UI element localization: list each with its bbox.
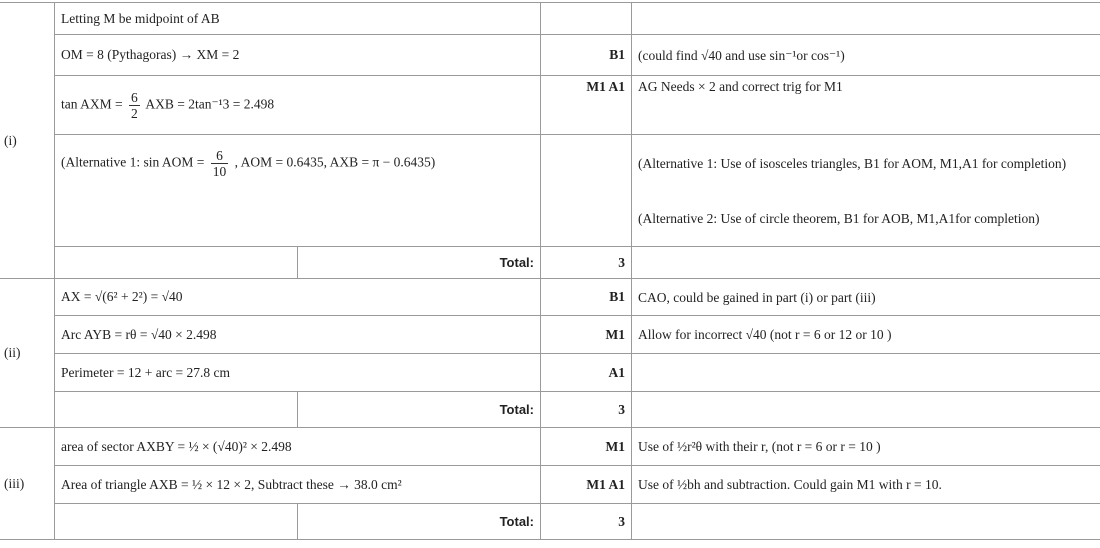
- mark-cell: B1: [541, 279, 632, 316]
- working-cell: area of sector AXBY = ½ × (√40)² × 2.498: [55, 428, 541, 466]
- working-cell: [55, 392, 298, 428]
- mark-cell: M1: [541, 428, 632, 466]
- mark-cell: [541, 3, 632, 35]
- fraction: [211, 148, 229, 179]
- guidance-cell: AG Needs × 2 and correct trig for M1: [632, 76, 1100, 135]
- total-label: Total:: [298, 247, 541, 279]
- working-text: tan AXM =: [61, 96, 123, 112]
- guidance-cell: Allow for incorrect √40 (not r = 6 or 12 or 10 ): [632, 316, 1100, 354]
- table-row: [0, 466, 1100, 504]
- guidance-cell: CAO, could be gained in part (i) or part (iii): [632, 279, 1100, 316]
- mark-cell: B1: [541, 35, 632, 76]
- mark-cell: 3: [541, 392, 632, 428]
- part-label: (iii): [0, 428, 55, 540]
- fraction-denominator: 2: [131, 105, 138, 121]
- guidance-cell: (Alternative 1: Use of isosceles triangles, B1 for AOM, M1,A1 for completion): [632, 135, 1100, 192]
- guidance-cell: [632, 504, 1100, 540]
- fraction: [129, 90, 140, 121]
- guidance-cell: Use of ½bh and subtraction. Could gain M1 with r = 10.: [632, 466, 1100, 504]
- guidance-cell: (could find √40 and use sin⁻¹or cos⁻¹): [632, 35, 1100, 76]
- working-cell: [55, 504, 298, 540]
- guidance-cell: Use of ½r²θ with their r, (not r = 6 or r = 10 ): [632, 428, 1100, 466]
- fraction-denominator: 10: [212, 163, 227, 179]
- working-cell: Arc AYB = rθ = √40 × 2.498: [55, 316, 541, 354]
- mark-cell: M1 A1: [541, 76, 632, 135]
- table-row: [0, 76, 1100, 135]
- working-cell: [55, 135, 541, 192]
- mark-scheme-table: [0, 2, 1100, 540]
- table-row: [0, 428, 1100, 466]
- working-text: , AOM = 0.6435, AXB = π − 0.6435): [234, 154, 436, 170]
- working-cell: Perimeter = 12 + arc = 27.8 cm: [55, 354, 541, 392]
- working-cell: Area of triangle AXB = ½ × 12 × 2, Subtract these → 38.0 cm²: [55, 466, 541, 504]
- mark-cell: 3: [541, 247, 632, 279]
- working-cell: AX = √(6² + 2²) = √40: [55, 279, 541, 316]
- working-cell: [55, 247, 298, 279]
- fraction-numerator: 6: [131, 89, 138, 105]
- working-text: AXB = 2tan⁻¹3 = 2.498: [145, 96, 275, 112]
- part-label: (ii): [0, 279, 55, 428]
- mark-cell: 3: [541, 504, 632, 540]
- part-label: (i): [0, 3, 55, 279]
- working-cell: [55, 192, 541, 247]
- guidance-cell: [632, 392, 1100, 428]
- guidance-cell: [632, 354, 1100, 392]
- mark-cell: A1: [541, 354, 632, 392]
- guidance-cell: (Alternative 2: Use of circle theorem, B1 for AOB, M1,A1for completion): [632, 192, 1100, 247]
- table-row: [0, 316, 1100, 354]
- table-row: [0, 279, 1100, 316]
- table-row: [0, 392, 1100, 428]
- total-label: Total:: [298, 392, 541, 428]
- table-row: [0, 504, 1100, 540]
- table-row: [0, 35, 1100, 76]
- total-label: Total:: [298, 504, 541, 540]
- guidance-cell: [632, 3, 1100, 35]
- mark-cell: [541, 135, 632, 192]
- table-row: [0, 192, 1100, 247]
- mark-cell: [541, 192, 632, 247]
- mark-cell: M1 A1: [541, 466, 632, 504]
- guidance-cell: [632, 247, 1100, 279]
- working-cell: OM = 8 (Pythagoras) → XM = 2: [55, 35, 541, 76]
- fraction-numerator: 6: [211, 148, 229, 164]
- table-row: [0, 354, 1100, 392]
- table-row: [0, 3, 1100, 35]
- working-cell: [55, 76, 541, 135]
- mark-cell: M1: [541, 316, 632, 354]
- working-text: (Alternative 1: sin AOM =: [61, 154, 205, 170]
- table-row: [0, 135, 1100, 192]
- working-cell: Letting M be midpoint of AB: [55, 3, 541, 35]
- table-row: [0, 247, 1100, 279]
